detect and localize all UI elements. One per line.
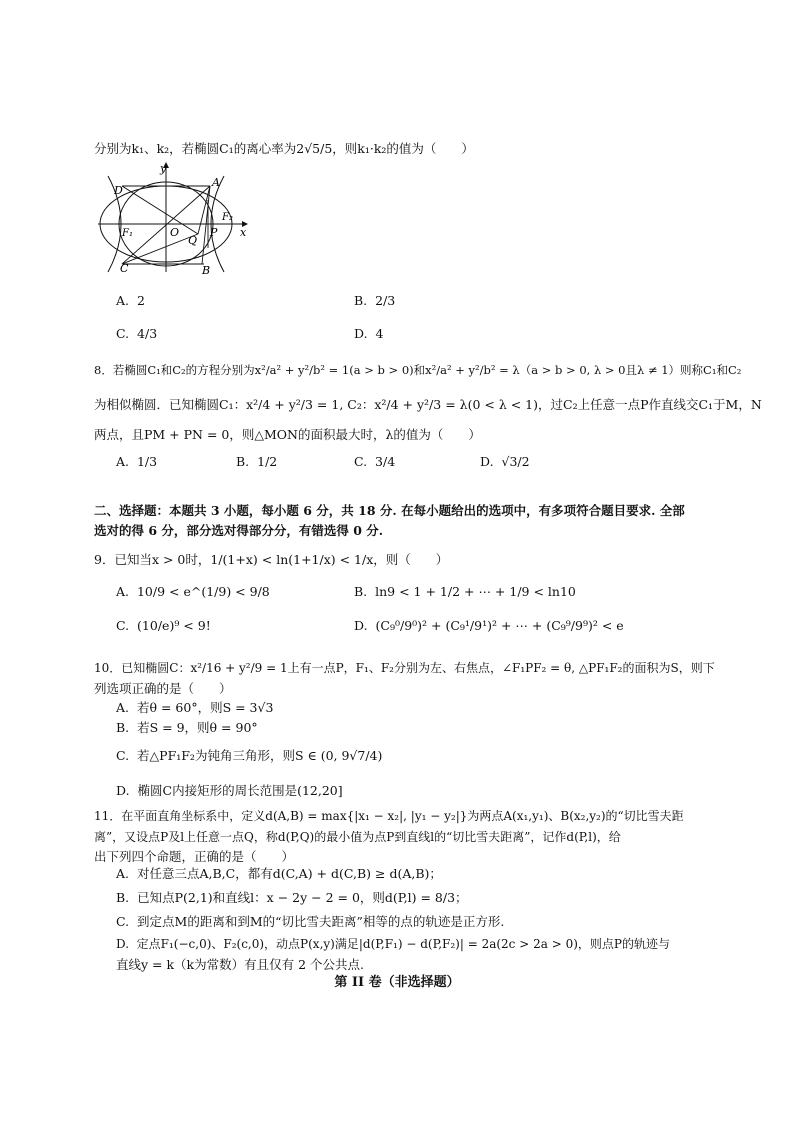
- q11-option-c: C. 到定点M的距离和到M的“切比雪夫距离”相等的点的轨迹是正方形.: [116, 914, 505, 929]
- section-2-heading: 二、选择题：本题共 3 小题，每小题 6 分，共 18 分. 在每小题给出的选项中，有多项符合题目要求. 全部: [94, 503, 685, 518]
- q7-intro: 分别为k₁、k₂，若椭圆C₁的离心率为2√5/5，则k₁·k₂的值为（ ）: [94, 141, 474, 156]
- q7-option-b: B. 2/3: [354, 293, 396, 308]
- q8-line-2: 为相似椭圆．已知椭圆C₁：x²/4 + y²/3 = 1, C₂：x²/4 + y²/3 = λ(0 < λ < 1)，过C₂上任意一点P作直线交C₁于M，N: [94, 397, 762, 412]
- q8-option-d: D. √3/2: [480, 454, 530, 469]
- q11-option-d-continued: 直线y = k（k为常数）有且仅有 2 个公共点.: [116, 957, 365, 972]
- q7-option-a: A. 2: [116, 293, 145, 308]
- fig-label-b: B: [202, 264, 211, 277]
- fig-label-f2: F₂: [222, 212, 233, 223]
- q11-line-2: 离”，又设点P及l上任意一点Q，称d(P,Q)的最小值为点P到直线l的“切比雪夫距离”，记作d(P,l)，给: [94, 830, 621, 844]
- fig-label-a: A: [212, 176, 220, 189]
- q8-option-b: B. 1/2: [236, 454, 278, 469]
- q11-option-a: A. 对任意三点A,B,C，都有d(C,A) + d(C,B) ≥ d(A,B)；: [116, 866, 442, 881]
- q11-option-d: D. 定点F₁(−c,0)、F₂(c,0)，动点P(x,y)满足|d(P,F₁) − d(P,F₂)| = 2a(2c > 2a > 0)，则点P的轨迹与: [116, 937, 670, 951]
- q9-option-a: A. 10/9 < e^(1/9) < 9/8: [116, 584, 270, 599]
- q11-line-1: 11．在平面直角坐标系中，定义d(A,B) = max{|x₁ − x₂|, |y₁ − y₂|}为两点A(x₁,y₁)、B(x₂,y₂)的“切比雪夫距: [94, 809, 684, 823]
- fig-label-x: x: [240, 226, 247, 239]
- fig-label-y: y: [160, 162, 167, 175]
- fig-label-d: D: [114, 184, 123, 197]
- q10-line-1: 10．已知椭圆C：x²/16 + y²/9 = 1上有一点P，F₁、F₂分别为左、右焦点，∠F₁PF₂ = θ, △PF₁F₂的面积为S，则下: [94, 661, 715, 675]
- q10-option-c: C. 若△PF₁F₂为钝角三角形，则S ∈ (0, 9√7/4): [116, 748, 383, 763]
- fig-label-q: Q: [188, 234, 198, 247]
- q10-option-b: B. 若S = 9，则θ = 90°: [116, 720, 258, 735]
- q10-line-2: 列选项正确的是（ ）: [94, 681, 232, 696]
- q7-option-d: D. 4: [354, 326, 384, 341]
- q9-option-c: C. (10/e)⁹ < 9!: [116, 618, 211, 633]
- fig-label-o: O: [170, 226, 180, 239]
- section-2-note: 选对的得 6 分，部分选对得部分分，有错选得 0 分.: [94, 523, 384, 538]
- q9-option-b: B. ln9 < 1 + 1/2 + ⋯ + 1/9 < ln10: [354, 584, 576, 599]
- q7-option-c: C. 4/3: [116, 326, 158, 341]
- q9-option-d: D. (C₉⁰/9⁰)² + (C₉¹/9¹)² + ⋯ + (C₉⁹/9⁹)² < e: [354, 618, 624, 633]
- q8-line-3: 两点，且PM + PN = 0，则△MON的面积最大时，λ的值为（ ）: [94, 427, 481, 442]
- fig-label-p: P: [210, 226, 218, 239]
- q7-ellipse-figure: [94, 160, 254, 278]
- q10-option-a: A. 若θ = 60°，则S = 3√3: [116, 700, 274, 715]
- q11-option-b: B. 已知点P(2,1)和直线l：x − 2y − 2 = 0，则d(P,l) = 8/3；: [116, 890, 468, 905]
- q8-option-a: A. 1/3: [116, 454, 158, 469]
- fig-label-c: C: [120, 262, 129, 275]
- q8-line-1: 8．若椭圆C₁和C₂的方程分别为x²/a² + y²/b² = 1(a > b > 0)和x²/a² + y²/b² = λ（a > b > 0, λ > 0且λ ≠ 1）则称C₁和C₂: [94, 363, 742, 377]
- fig-label-f1: F₁: [122, 228, 133, 239]
- q8-option-c: C. 3/4: [354, 454, 396, 469]
- part-2-title: 第 II 卷（非选择题）: [334, 975, 460, 990]
- q11-line-3: 出下列四个命题，正确的是（ ）: [94, 849, 295, 864]
- q9-stem: 9．已知当x > 0时，1/(1+x) < ln(1+1/x) < 1/x，则（ ）: [94, 552, 449, 567]
- q10-option-d: D. 椭圆C内接矩形的周长范围是(12,20]: [116, 783, 343, 798]
